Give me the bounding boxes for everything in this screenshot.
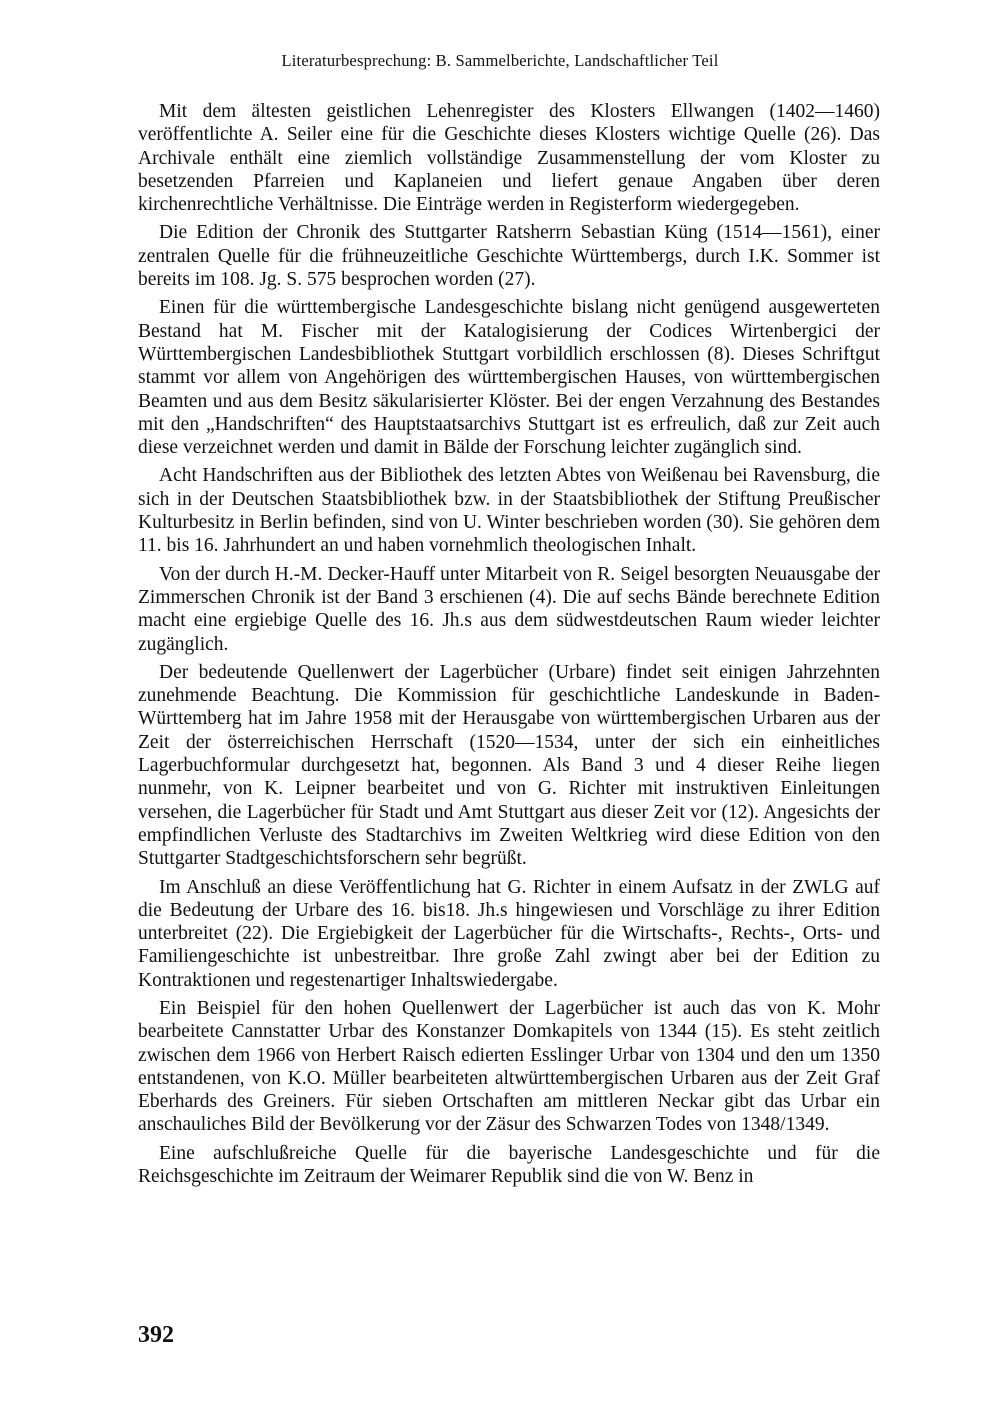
- paragraph: Eine aufschlußreiche Quelle für die bayerische Landesgeschichte und für die Reichsgeschichte im Zeitraum der Weimarer Republik sind die von W. Benz in: [138, 1142, 880, 1188]
- page-number: 392: [138, 1322, 174, 1348]
- paragraph: Ein Beispiel für den hohen Quellenwert der Lagerbücher ist auch das von K. Mohr bearbeitete Cannstatter Urbar des Konstanzer Domkapitels von 1344 (15). Es steht zeitlich zwischen dem 1966 von Herbert Raisch edierten Esslinger Urbar von 1304 und den um 1350 entstandenen, von K.O. Müller bearbeiteten altwürttembergischen Urbaren aus der Zeit Graf Eberhards des Greiners. Für sieben Ortschaften am mittleren Neckar gibt das Urbar ein anschauliches Bild der Bevölkerung vor der Zäsur des Schwarzen Todes von 1348/1349.: [138, 997, 880, 1136]
- body-text: [138, 100, 880, 1193]
- paragraph: Der bedeutende Quellenwert der Lagerbücher (Urbare) findet seit einigen Jahrzehnten zunehmende Beachtung. Die Kommission für geschichtliche Landeskunde in Baden-Württemberg hat im Jahre 1958 mit der Herausgabe von württembergischen Urbaren aus der Zeit der österreichischen Herrschaft (1520—1534, unter der sich ein einheitliches Lagerbuchformular durchgesetzt hat, begonnen. Als Band 3 und 4 dieser Reihe liegen nunmehr, von K. Leipner bearbeitet und von G. Richter mit instruktiven Einleitungen versehen, die Lagerbücher für Stadt und Amt Stuttgart aus dieser Zeit vor (12). Angesichts der empfindlichen Verluste des Stadtarchivs im Zweiten Weltkrieg wird diese Edition von den Stuttgarter Stadtgeschichtsforschern sehr begrüßt.: [138, 661, 880, 870]
- paragraph: Einen für die württembergische Landesgeschichte bislang nicht genügend ausgewerteten Bestand hat M. Fischer mit der Katalogisierung der Codices Wirtenbergici der Württembergischen Landesbibliothek Stuttgart vorbildlich erschlossen (8). Dieses Schriftgut stammt vor allem von Angehörigen des württembergischen Hauses, von württembergischen Beamten und aus dem Besitz säkularisierter Klöster. Bei der engen Verzahnung des Bestandes mit den „Handschriften“ des Hauptstaatsarchivs Stuttgart ist es erfreulich, daß zur Zeit auch diese verzeichnet werden und damit in Bälde der Forschung leichter zugänglich sind.: [138, 297, 880, 459]
- running-header: Literaturbesprechung: B. Sammelberichte, Landschaftlicher Teil: [281, 51, 719, 70]
- paragraph: Mit dem ältesten geistlichen Lehenregister des Klosters Ellwangen (1402—1460) veröffentlichte A. Seiler eine für die Geschichte dieses Klosters wichtige Quelle (26). Das Archivale enthält eine ziemlich vollständige Zusammenstellung der vom Kloster zu besetzenden Pfarreien und Kaplaneien und liefert genaue Angaben über deren kirchenrechtliche Verhältnisse. Die Einträge werden in Registerform wiedergegeben.: [138, 101, 880, 216]
- paragraph: Von der durch H.-M. Decker-Hauff unter Mitarbeit von R. Seigel besorgten Neuausgabe der Zimmerschen Chronik ist der Band 3 erschienen (4). Die auf sechs Bände berechnete Edition macht eine ergiebige Quelle des 16. Jh.s aus dem südwestdeutschen Raum wieder leichter zugänglich.: [138, 563, 880, 655]
- paragraph: Im Anschluß an diese Veröffentlichung hat G. Richter in einem Aufsatz in der ZWLG auf die Bedeutung der Urbare des 16. bis18. Jh.s hingewiesen und Vorschläge zu ihrer Edition unterbreitet (22). Die Ergiebigkeit der Lagerbücher für die Wirtschafts-, Rechts-, Orts- und Familiengeschichte ist unbestreitbar. Ihre große Zahl zwingt aber bei der Edition zu Kontraktionen und regestenartiger Inhaltswiedergabe.: [138, 876, 880, 991]
- paragraph: Die Edition der Chronik des Stuttgarter Ratsherrn Sebastian Küng (1514—1561), einer zentralen Quelle für die frühneuzeitliche Geschichte Württembergs, durch I.K. Sommer ist bereits im 108. Jg. S. 575 besprochen worden (27).: [138, 222, 880, 291]
- paragraph: Acht Handschriften aus der Bibliothek des letzten Abtes von Weißenau bei Ravensburg, die sich in der Deutschen Staatsbibliothek bzw. in der Staatsbibliothek der Stiftung Preußischer Kulturbesitz in Berlin befinden, sind von U. Winter beschrieben worden (30). Sie gehören dem 11. bis 16. Jahrhundert an und haben vornehmlich theologischen Inhalt.: [138, 465, 880, 557]
